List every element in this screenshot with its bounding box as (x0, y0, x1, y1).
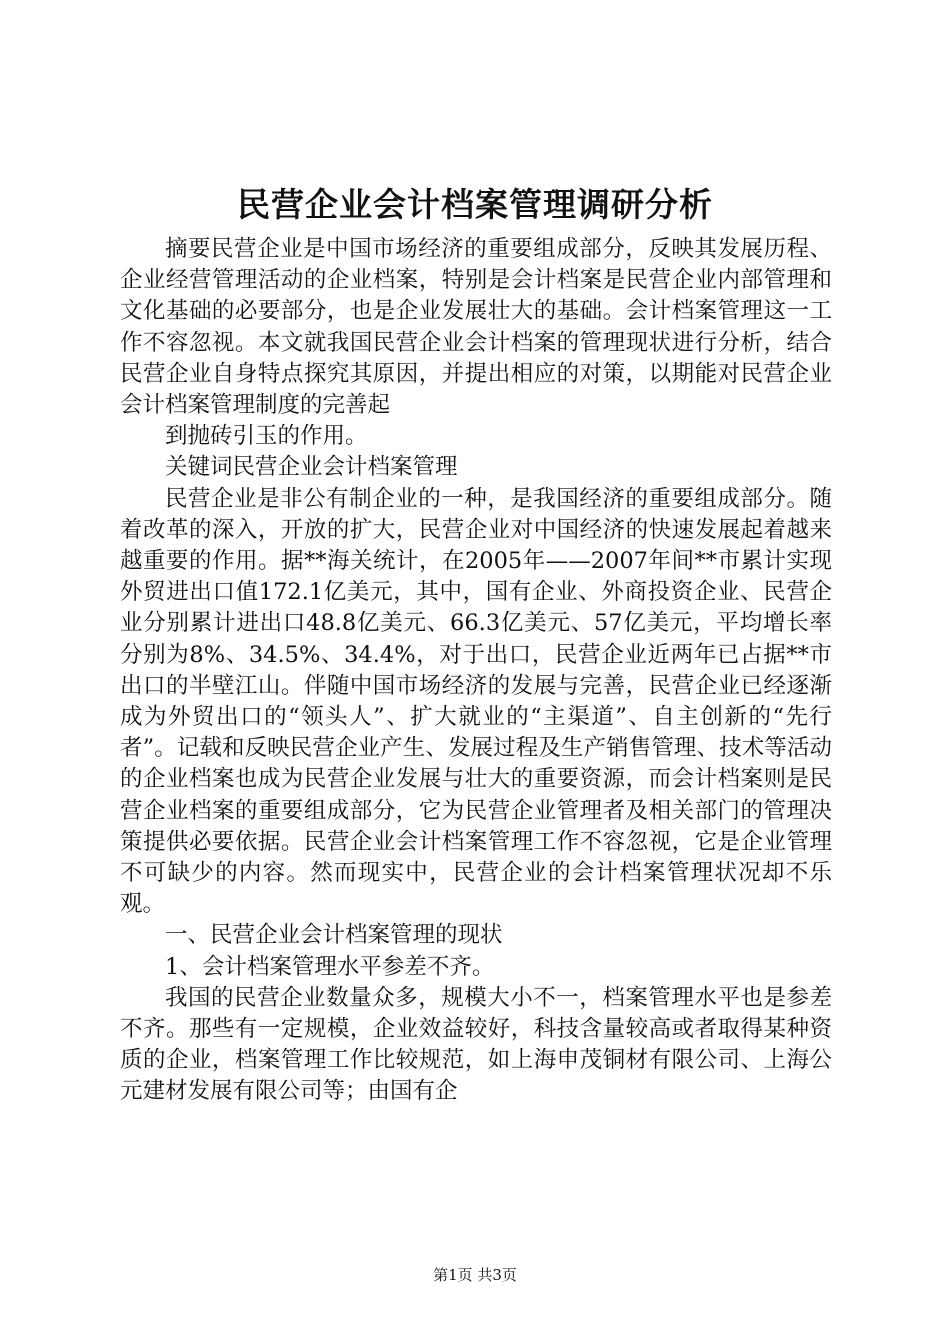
subsection-heading: 1、会计档案管理水平参差不齐。 (165, 953, 495, 980)
document-body (120, 234, 832, 1108)
section-heading: 一、民营企业会计档案管理的现状 (165, 922, 503, 949)
abstract-paragraph: 摘要民营企业是中国市场经济的重要组成部分，反映其发展历程、企业经营管理活动的企业档案，特别是会计档案是民营企业内部管理和文化基础的必要部分，也是企业发展壮大的基础。会计档案管理这一工作不容忽视。本文就我国民营企业会计档案的管理现状进行分析，结合民营企业自身特点探究其原因，并提出相应的对策，以期能对民营企业会计档案管理制度的完善起 (120, 236, 832, 419)
document-title: 民营企业会计档案管理调研分析 (237, 185, 713, 224)
body-paragraph: 我国的民营企业数量众多，规模大小不一，档案管理水平也是参差不齐。那些有一定规模，企业效益较好，科技含量较高或者取得某种资质的企业，档案管理工作比较规范，如上海申茂铜材有限公司、上海公元建材发展有限公司等；由国有企 (120, 984, 832, 1105)
abstract-continuation: 到抛砖引玉的作用。 (165, 423, 368, 450)
intro-paragraph: 民营企业是非公有制企业的一种，是我国经济的重要组成部分。随着改革的深入，开放的扩大，民营企业对中国经济的快速发展起着越来越重要的作用。据**海关统计，在2005年——2007年间**市累计实现外贸进出口值172.1亿美元，其中，国有企业、外商投资企业、民营企业分别累计进出口48.8亿美元、66.3亿美元、57亿美元，平均增长率分别为8%、34.5%、34.4%，对于出口，民营企业近两年已占据**市出口的半壁江山。伴随中国市场经济的发展与完善，民营企业已经逐渐成为外贸出口的“领头人”、扩大就业的“主渠道”、自主创新的“先行者”。记载和反映民营企业产生、发展过程及生产销售管理、技术等活动的企业档案也成为民营企业发展与壮大的重要资源，而会计档案则是民营企业档案的重要组成部分，它为民营企业管理者及相关部门的管理决策提供必要依据。民营企业会计档案管理工作不容忽视，它是企业管理不可缺少的内容。然而现实中，民营企业的会计档案管理状况却不乐观。 (120, 485, 832, 918)
page-footer: 第1页 共3页 (433, 1266, 517, 1284)
keywords-line: 关键词民营企业会计档案管理 (165, 454, 458, 481)
